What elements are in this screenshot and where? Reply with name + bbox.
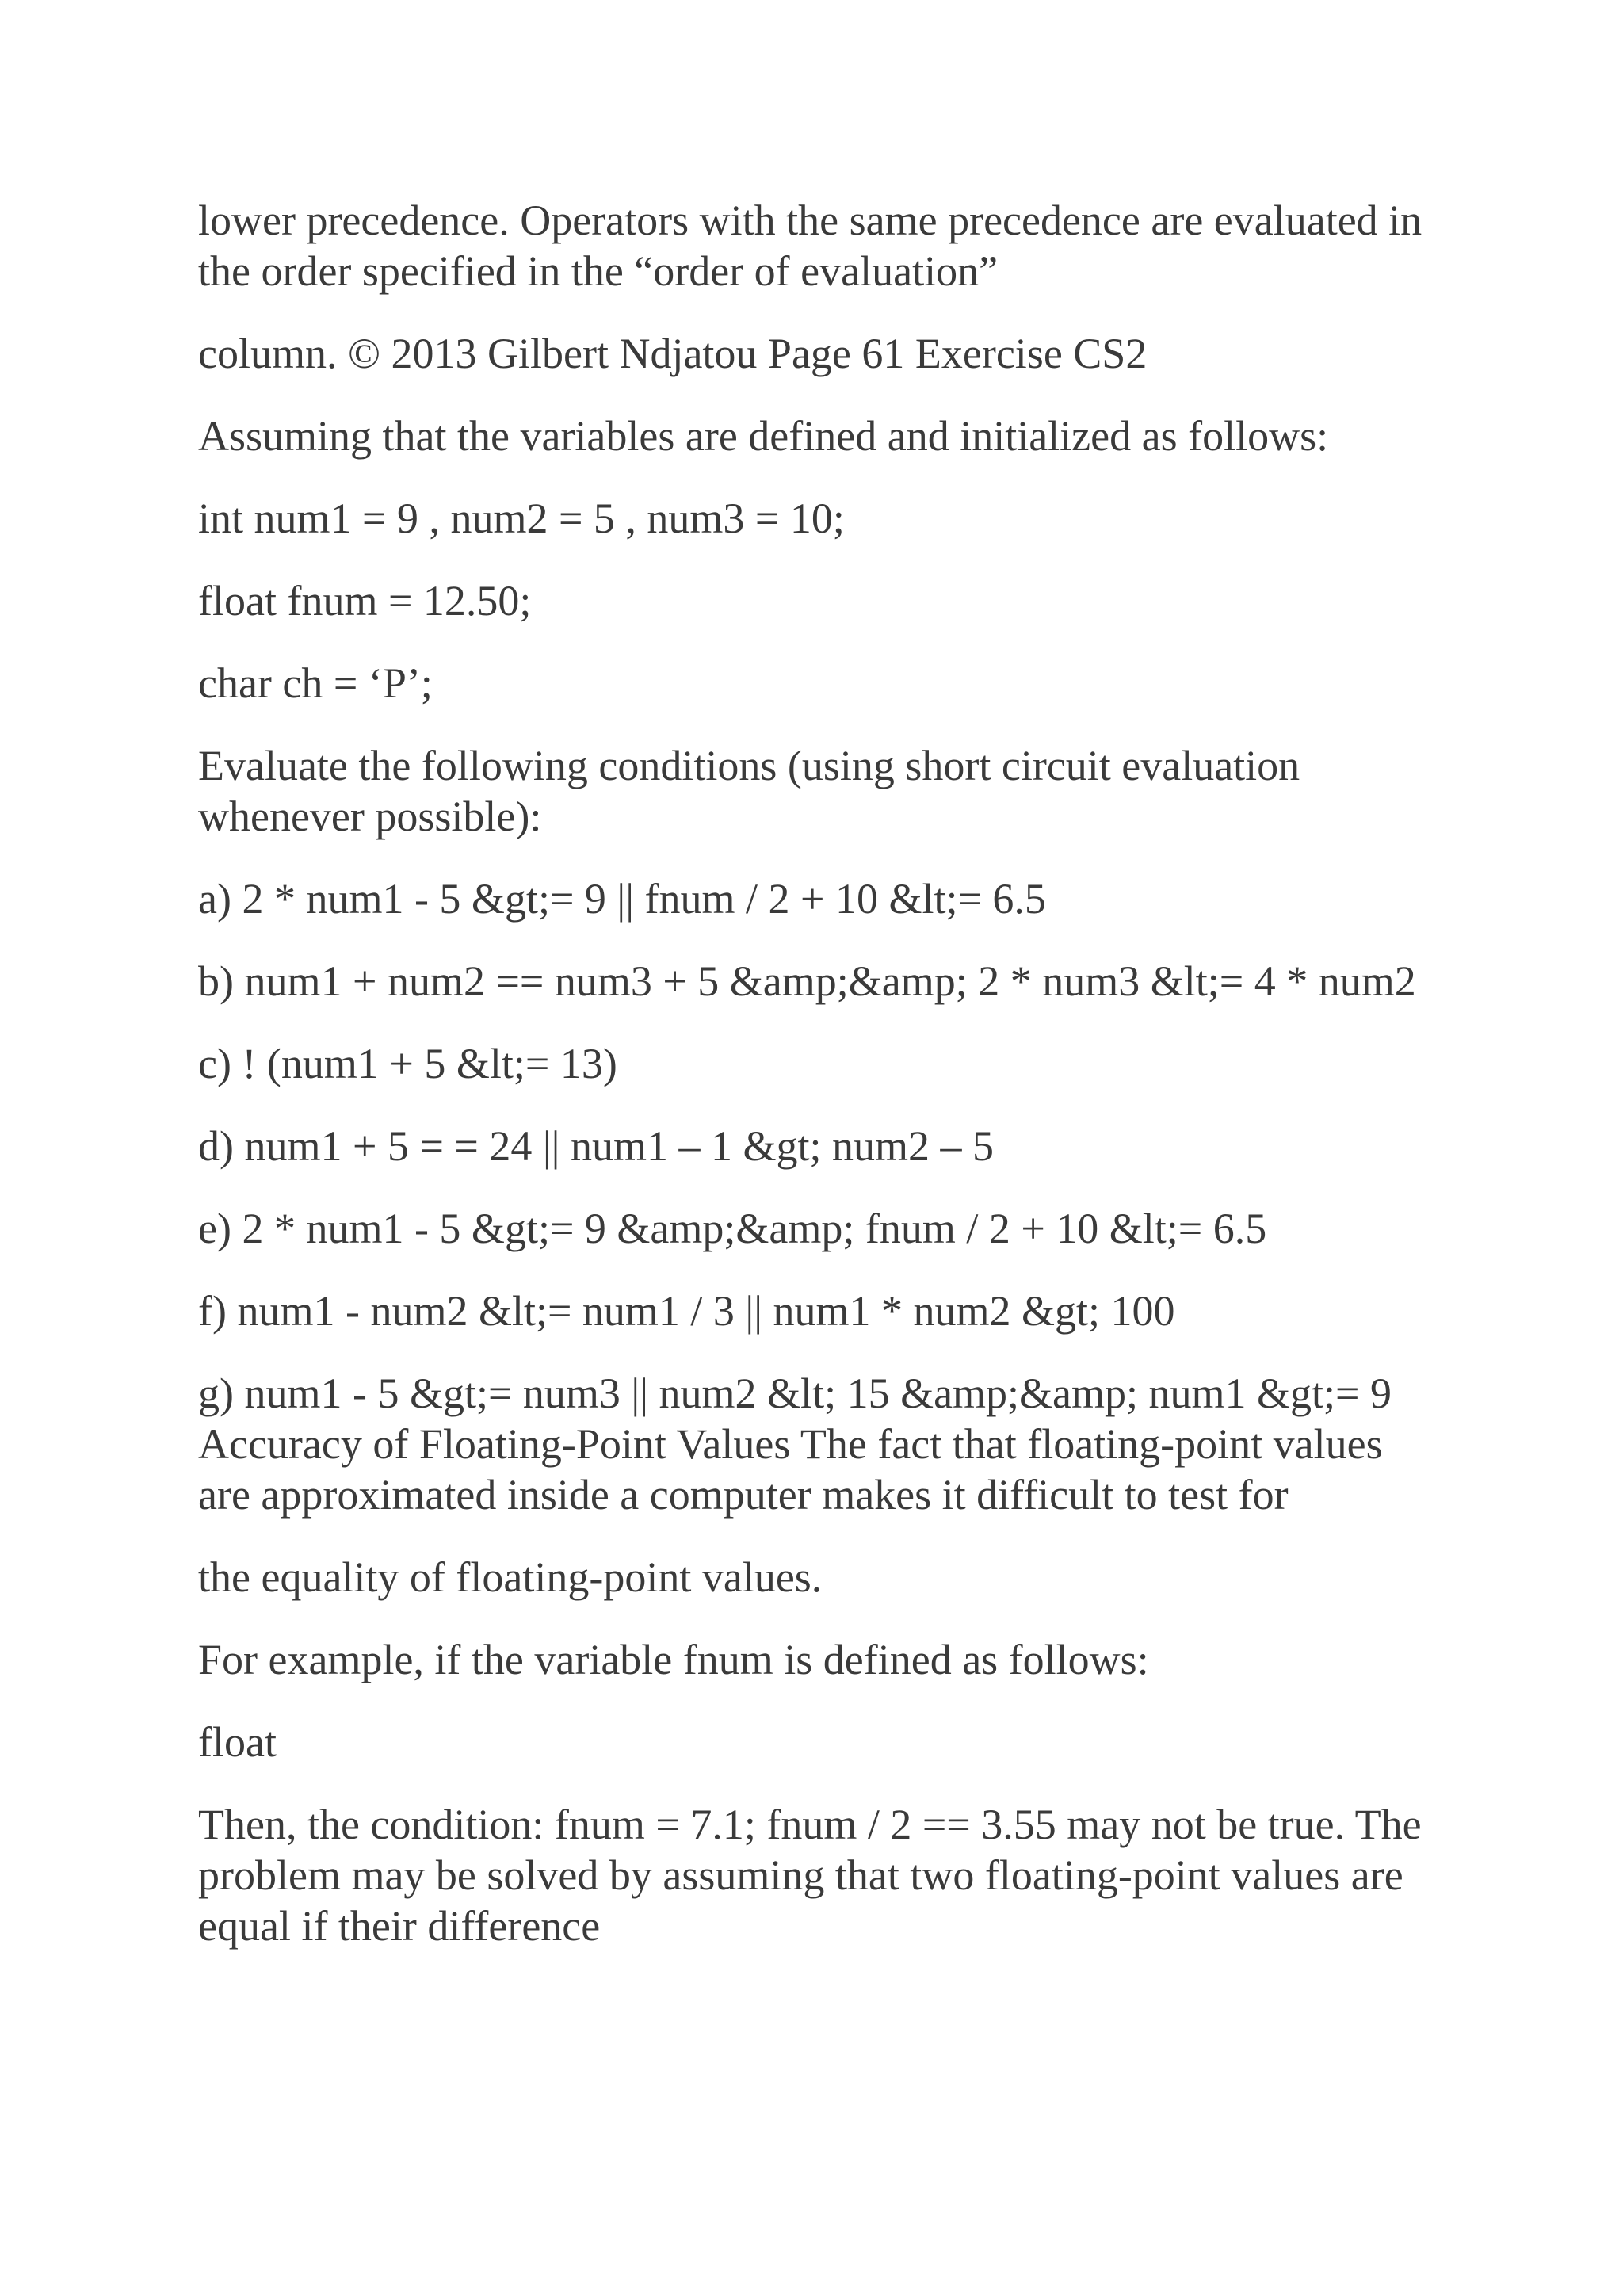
exercise-item-b: b) num1 + num2 == num3 + 5 &amp;&amp; 2 * num3 &lt;= 4 * num2 (198, 957, 1416, 1005)
paragraph: Assuming that the variables are defined and initialized as follows: (198, 412, 1329, 460)
paragraph: lower precedence. Operators with the same precedence are evaluated in the order specified in the “order of evaluation” (198, 197, 1433, 295)
document-body (198, 195, 1434, 1951)
paragraph: Evaluate the following conditions (using short circuit evaluation whenever possible): (198, 742, 1311, 840)
paragraph: the equality of floating-point values. (198, 1553, 823, 1601)
code-line: char ch = ‘P’; (198, 659, 433, 707)
exercise-item-e: e) 2 * num1 - 5 &gt;= 9 &amp;&amp; fnum / 2 + 10 &lt;= 6.5 (198, 1205, 1267, 1252)
paragraph: Then, the condition: fnum = 7.1; fnum / 2 == 3.55 may not be true. The problem may be solved by assuming that two floating-point values are equal if their difference (198, 1801, 1433, 1950)
paragraph: column. © 2013 Gilbert Ndjatou Page 61 Exercise CS2 (198, 330, 1148, 377)
code-line: int num1 = 9 , num2 = 5 , num3 = 10; (198, 495, 845, 542)
code-line: float fnum = 12.50; (198, 577, 532, 625)
exercise-item-g: g) num1 - 5 &gt;= num3 || num2 &lt; 15 &amp;&amp; num1 &gt;= 9 (198, 1370, 1392, 1417)
exercise-item-c: c) ! (num1 + 5 &lt;= 13) (198, 1040, 617, 1087)
code-line: float (198, 1718, 277, 1766)
exercise-item-f: f) num1 - num2 &lt;= num1 / 3 || num1 * num2 &gt; 100 (198, 1287, 1175, 1335)
paragraph: Accuracy of Floating-Point Values The fact that floating-point values are approximated inside a computer makes it difficult to test for (198, 1420, 1394, 1519)
exercise-item-a: a) 2 * num1 - 5 &gt;= 9 || fnum / 2 + 10 &lt;= 6.5 (198, 875, 1046, 923)
paragraph: For example, if the variable fnum is defined as follows: (198, 1636, 1149, 1683)
exercise-item-d: d) num1 + 5 = = 24 || num1 – 1 &gt; num2 – 5 (198, 1122, 994, 1170)
